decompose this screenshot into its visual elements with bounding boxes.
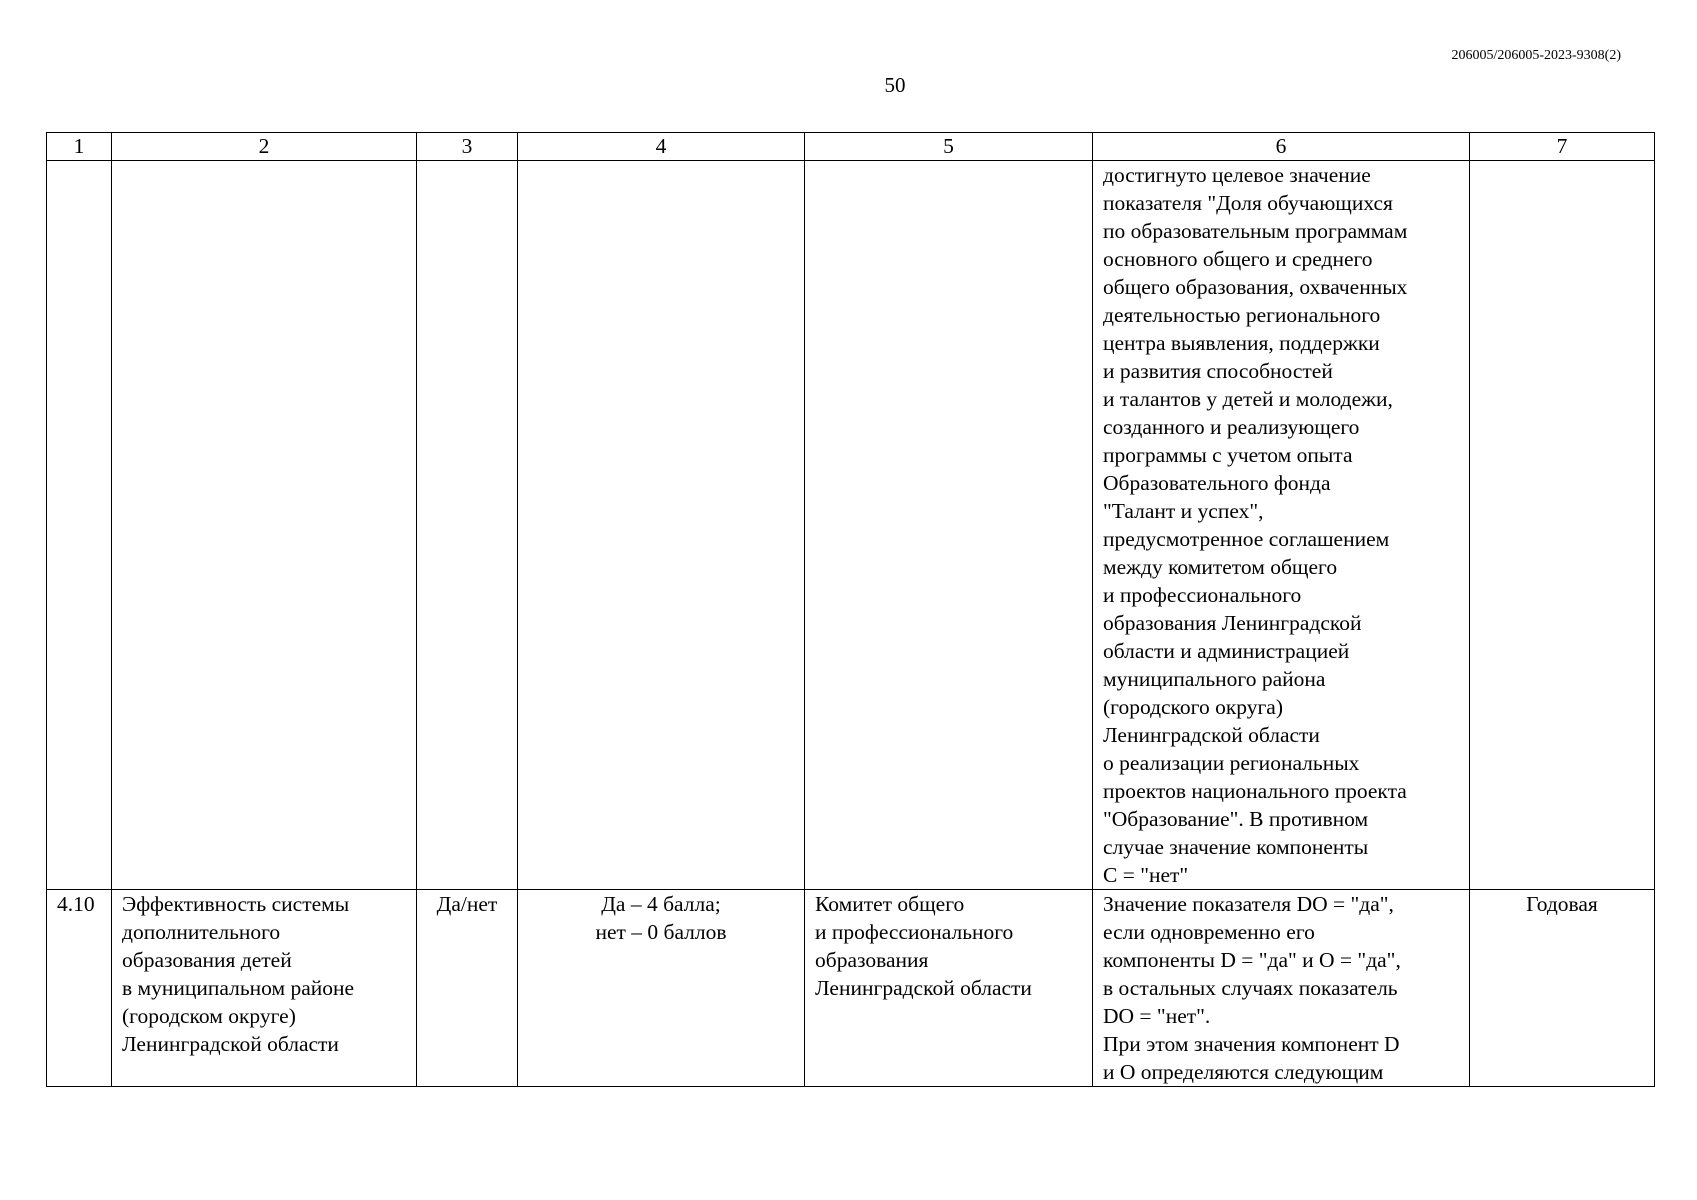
table-row-4-10 (47, 890, 1655, 1087)
column-header-7: 7 (1470, 133, 1655, 161)
cell-frequency (1470, 161, 1655, 890)
column-header-5: 5 (805, 133, 1093, 161)
cell-responsible: Комитет общего и профессионального образования Ленинградской области (805, 890, 1093, 1087)
cell-scoring: Да – 4 балла; нет – 0 баллов (518, 890, 805, 1087)
table-header-row (47, 133, 1655, 161)
cell-indicator-name: Эффективность системы дополнительного образования детей в муниципальном районе (городском округе) Ленинградской области (112, 890, 417, 1087)
criteria-table (46, 132, 1655, 1087)
cell-number: 4.10 (47, 890, 112, 1087)
column-header-1: 1 (47, 133, 112, 161)
table-row-continuation (47, 161, 1655, 890)
column-header-3: 3 (417, 133, 518, 161)
column-header-4: 4 (518, 133, 805, 161)
cell-number (47, 161, 112, 890)
cell-frequency: Годовая (1470, 890, 1655, 1087)
cell-method: Значение показателя DO = "да", если одновременно его компоненты D = "да" и O = "да", в остальных случаях показатель DO = "нет". При этом значения компонент D и O определяются следующим (1093, 890, 1470, 1087)
cell-method: достигнуто целевое значение показателя "Доля обучающихся по образовательным программам основного общего и среднего общего образования, охваченных деятельностью регионального центра выявления, поддержки и развития способностей и талантов у детей и молодежи, созданного и реализующего программы с учетом опыта Образовательного фонда "Талант и успех", предусмотренное соглашением между комитетом общего и профессионального образования Ленинградской области и администрацией муниципального района (городского округа) Ленинградской области о реализации региональных проектов национального проекта "Образование". В противном случае значение компоненты C = "нет" (1093, 161, 1470, 890)
column-header-2: 2 (112, 133, 417, 161)
cell-scoring (518, 161, 805, 890)
cell-indicator-name (112, 161, 417, 890)
page-number: 50 (884, 73, 906, 97)
cell-unit (417, 161, 518, 890)
document-id: 206005/206005-2023-9308(2) (1451, 48, 1621, 63)
cell-responsible (805, 161, 1093, 890)
cell-unit: Да/нет (417, 890, 518, 1087)
column-header-6: 6 (1093, 133, 1470, 161)
